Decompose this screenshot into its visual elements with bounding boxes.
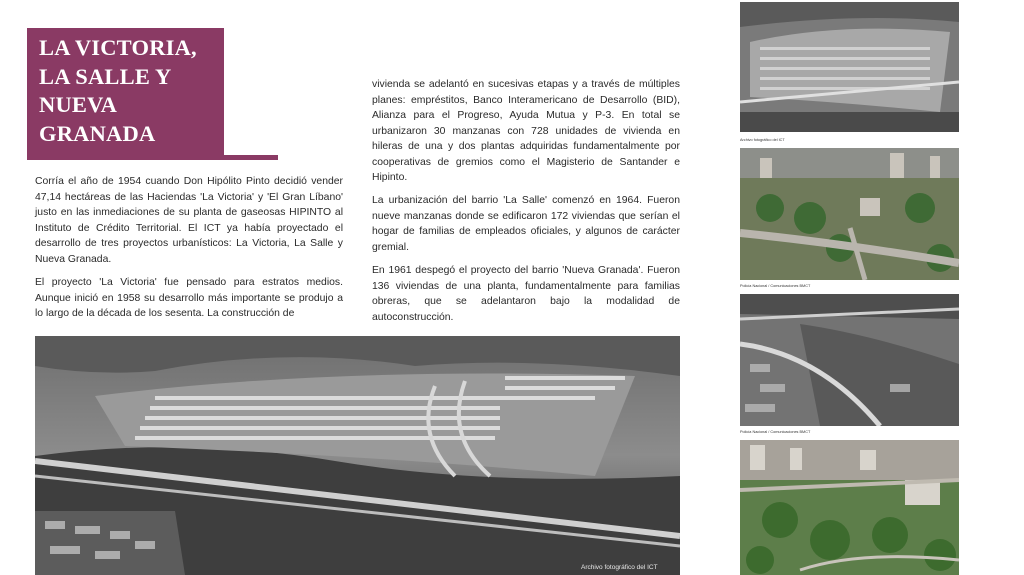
title-box [27, 28, 224, 155]
title-underline [27, 155, 278, 160]
title-line: LA SALLE Y [39, 63, 172, 89]
main-photo-caption: Archivo fotográfico del ICT [581, 564, 658, 571]
intro-paragraph: Corría el año de 1954 cuando Don Hipólito Pinto decidió vender 47,14 hectáreas de las Haciendas 'La Victoria' y 'El Gran Líbano' justo en las inmediaciones de su planta de gaseosas HIPINTO al Instituto de Crédito Territorial. El ICT ya había proyectado el desarrollo de tres proyectos urbanísticos: La Victoria, La Salle y Nueva Granada. [35, 176, 343, 265]
nueva-granada-paragraph: En 1961 despegó el proyecto del barrio 'Nueva Granada'. Fueron 136 viviendas de una planta, fundamentalmente para familias obreras, que se adelantaron bajo la modalidad de autoconstrucción. [372, 265, 680, 323]
la-salle-paragraph: La urbanización del barrio 'La Salle' comenzó en 1964. Fueron nueve manzanas donde se edificaron 172 viviendas que serían el hogar de familias de empleados oficiales, y algunos de carácter gremial. [372, 195, 680, 253]
la-victoria-continued-paragraph: vivienda se adelantó en sucesivas etapas y a través de múltiples planes: empréstitos, Banco Interamericano de Desarrollo (BID), Alianza para el Progreso, Ayuda Mutua y P-3. En total se urbanizaron 30 manzanas con 728 unidades de vivienda en hileras de una y dos plantas adquiridas fundamentalmente por cooperativas de gremios como el Magisterio de Santander e Hipinto. [372, 79, 680, 183]
side-photo-2 [740, 148, 959, 280]
side-photo-2-caption: Policía Nacional / Comunicaciones BMCT [740, 284, 811, 288]
side-photo-3-caption: Policía Nacional / Comunicaciones BMCT [740, 430, 811, 434]
page-title [27, 28, 224, 148]
title-line: LA VICTORIA, [39, 35, 197, 60]
side-photo-3 [740, 294, 959, 426]
main-aerial-photo [35, 336, 680, 575]
side-photo-4 [740, 440, 959, 575]
side-photo-1 [740, 2, 959, 132]
title-line: NUEVA [39, 92, 118, 117]
la-victoria-paragraph: El proyecto 'La Victoria' fue pensado para estratos medios. Aunque inició en 1958 su desarrollo más importante se produjo a lo largo de la década de los sesenta. La construcción de [35, 277, 343, 319]
title-line: GRANADA [39, 120, 156, 146]
side-photo-1-caption: Archivo fotográfico del ICT [740, 138, 785, 142]
